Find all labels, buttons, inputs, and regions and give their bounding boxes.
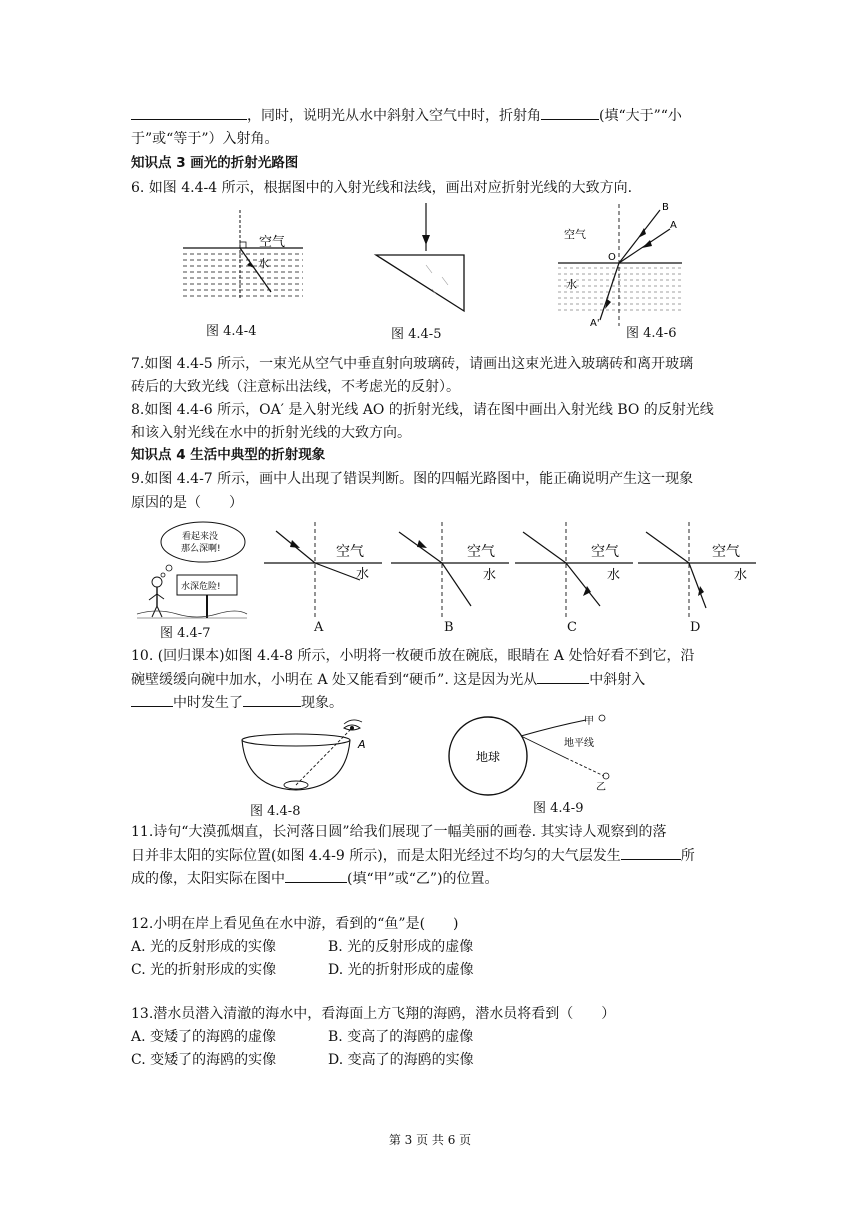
text: (填“大于”“小 xyxy=(599,108,682,124)
question-8-line-2: 和该入射光线在水中的折射光线的大致方向。 xyxy=(131,425,411,441)
question-13-option-D[interactable]: D. 变高了的海鸥的实像 xyxy=(328,1052,474,1068)
question-12-option-C[interactable]: C. 光的折射形成的实像 xyxy=(131,962,277,978)
label-yi: 乙 xyxy=(596,782,606,793)
answer-blank[interactable] xyxy=(243,692,301,707)
figure-option-A xyxy=(264,522,384,622)
page-footer: 第 3 页 共 6 页 xyxy=(388,1133,472,1147)
section-heading-kp4: 知识点 4 生活中典型的折射现象 xyxy=(131,447,326,463)
question-6: 6. 如图 4.4-4 所示，根据图中的入射光线和法线，画出对应折射光线的大致方向. xyxy=(131,180,633,196)
text: 日并非太阳的实际位置(如图 4.4-9 所示)，而是太阳光经过不均匀的大气层发生 xyxy=(131,848,621,864)
figure-option-D xyxy=(638,522,758,622)
question-11-line-1: 11.诗句“大漠孤烟直，长河落日圆”给我们展现了一幅美丽的画卷. 其实诗人观察到的落 xyxy=(131,824,667,840)
answer-blank[interactable] xyxy=(541,105,599,120)
label-air: 空气 xyxy=(591,544,619,560)
question-7-line-2: 砖后的大致光线（注意标出法线，不考虑光的反射）。 xyxy=(131,379,460,395)
question-13-option-B[interactable]: B. 变高了的海鸥的虚像 xyxy=(328,1029,474,1045)
figure-option-C xyxy=(515,522,635,622)
section-heading-kp3: 知识点 3 画光的折射光路图 xyxy=(131,155,299,171)
question-9-line-2: 原因的是（ ） xyxy=(131,495,243,511)
answer-blank[interactable] xyxy=(131,692,173,707)
answer-blank[interactable] xyxy=(621,845,681,860)
label-air: 空气 xyxy=(336,544,364,560)
option-C-label: C xyxy=(567,620,577,635)
question-12: 12.小明在岸上看见鱼在水中游，看到的“鱼”是( ) xyxy=(131,916,459,932)
caption-4-4-5: 图 4.4-5 xyxy=(391,327,442,342)
question-13: 13.潜水员潜入清澈的海水中，看海面上方飞翔的海鸥，潜水员将看到（ ） xyxy=(131,1006,616,1022)
text: 碗壁缓缓向碗中加水，小明在 A 处又能看到“硬币”. 这是因为光从 xyxy=(131,672,538,688)
figure-4-4-7-cartoon xyxy=(137,520,247,620)
option-D-label: D xyxy=(690,620,701,635)
label-water: 水 xyxy=(483,568,497,583)
question-13-option-A[interactable]: A. 变矮了的海鸥的虚像 xyxy=(131,1029,277,1045)
bubble-line-1: 看起来没 xyxy=(182,532,219,542)
label-horizon: 地平线 xyxy=(564,738,594,749)
label-A-prime: A' xyxy=(590,318,600,329)
bubble-line-2: 那么深啊! xyxy=(181,544,221,554)
label-earth: 地球 xyxy=(476,750,501,764)
label-water: 水 xyxy=(607,568,621,583)
text: ，同时，说明光从水中斜射入空气中时，折射角 xyxy=(247,108,541,124)
option-B-label: B xyxy=(444,620,454,635)
label-jia: 甲 xyxy=(584,716,594,727)
text: 中时发生了 xyxy=(173,695,243,711)
figure-4-4-9-earth xyxy=(446,706,626,796)
text: 所 xyxy=(680,848,695,864)
caption-4-4-4: 图 4.4-4 xyxy=(206,324,257,339)
question-12-option-A[interactable]: A. 光的反射形成的实像 xyxy=(131,939,277,955)
option-A-label: A xyxy=(314,620,324,635)
question-12-option-B[interactable]: B. 光的反射形成的虚像 xyxy=(328,939,474,955)
label-A: A xyxy=(358,738,366,751)
caption-4-4-7: 图 4.4-7 xyxy=(160,626,211,641)
text: 中斜射入 xyxy=(589,672,646,688)
question-7-line-1: 7.如图 4.4-5 所示，一束光从空气中垂直射向玻璃砖，请画出这束光进入玻璃砖和离开玻璃 xyxy=(131,356,694,372)
label-water: 水 xyxy=(356,567,370,582)
figure-4-4-4 xyxy=(183,206,303,306)
question-10-line-1: 10. (回归课本)如图 4.4-8 所示，小明将一枚硬币放在碗底，眼睛在 A 处恰好看不到它，沿 xyxy=(131,648,695,664)
figure-4-4-6 xyxy=(558,198,688,333)
question-10-line-3 xyxy=(131,692,343,713)
label-air: 空气 xyxy=(259,235,286,250)
text: 现象。 xyxy=(301,695,343,711)
label-B: B xyxy=(662,202,669,213)
line-2: 于”或“等于”）入射角。 xyxy=(131,131,279,147)
text: 成的像，太阳实际在图中 xyxy=(131,871,285,887)
text: (填“甲”或“乙”)的位置。 xyxy=(347,871,499,887)
question-13-option-C[interactable]: C. 变矮了的海鸥的实像 xyxy=(131,1052,277,1068)
figure-option-B xyxy=(391,522,511,622)
question-12-option-D[interactable]: D. 光的折射形成的虚像 xyxy=(328,962,474,978)
answer-blank[interactable] xyxy=(537,669,589,684)
question-9-line-1: 9.如图 4.4-7 所示，画中人出现了错误判断。图的四幅光路图中，能正确说明产生这一现象 xyxy=(131,471,694,487)
answer-blank[interactable] xyxy=(285,868,347,883)
question-10-line-2 xyxy=(131,669,645,690)
label-air: 空气 xyxy=(467,544,495,560)
question-8-line-1: 8.如图 4.4-6 所示，OA′ 是入射光线 AO 的折射光线，请在图中画出入射光线 BO 的反射光线 xyxy=(131,402,714,418)
caption-4-4-6: 图 4.4-6 xyxy=(626,326,677,341)
label-water: 水 xyxy=(258,257,269,270)
label-air: 空气 xyxy=(712,544,740,560)
figure-4-4-5 xyxy=(372,203,472,315)
label-O: O xyxy=(608,252,616,263)
caption-4-4-8: 图 4.4-8 xyxy=(250,804,301,819)
sign-text: 水深危险! xyxy=(181,582,221,592)
question-11-line-3 xyxy=(131,868,499,889)
question-11-line-2 xyxy=(131,845,695,866)
answer-blank[interactable] xyxy=(131,105,247,120)
label-water: 水 xyxy=(734,568,748,583)
label-A: A xyxy=(670,220,677,231)
caption-4-4-9: 图 4.4-9 xyxy=(533,801,584,816)
label-water: 水 xyxy=(566,278,577,291)
line-1 xyxy=(131,105,682,126)
figure-4-4-8-bowl xyxy=(240,716,380,796)
label-air: 空气 xyxy=(564,228,586,241)
